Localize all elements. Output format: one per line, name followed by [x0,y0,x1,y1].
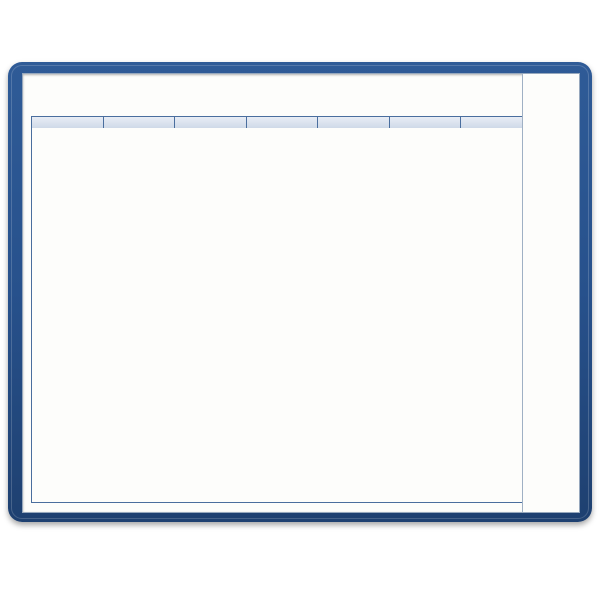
weekday-monday [104,116,176,128]
weekday-wednesday [247,116,319,128]
weekday-friday [390,116,462,128]
weekday-sunday [32,116,104,128]
quote-block [339,79,519,80]
calendar-page [22,73,580,513]
calendar-grid [31,116,533,503]
desk-pad [8,62,592,522]
side-tab [522,74,579,512]
page-header [23,74,579,116]
weekday-header-row [32,116,532,128]
weekday-thursday [318,116,390,128]
weekday-tuesday [175,116,247,128]
